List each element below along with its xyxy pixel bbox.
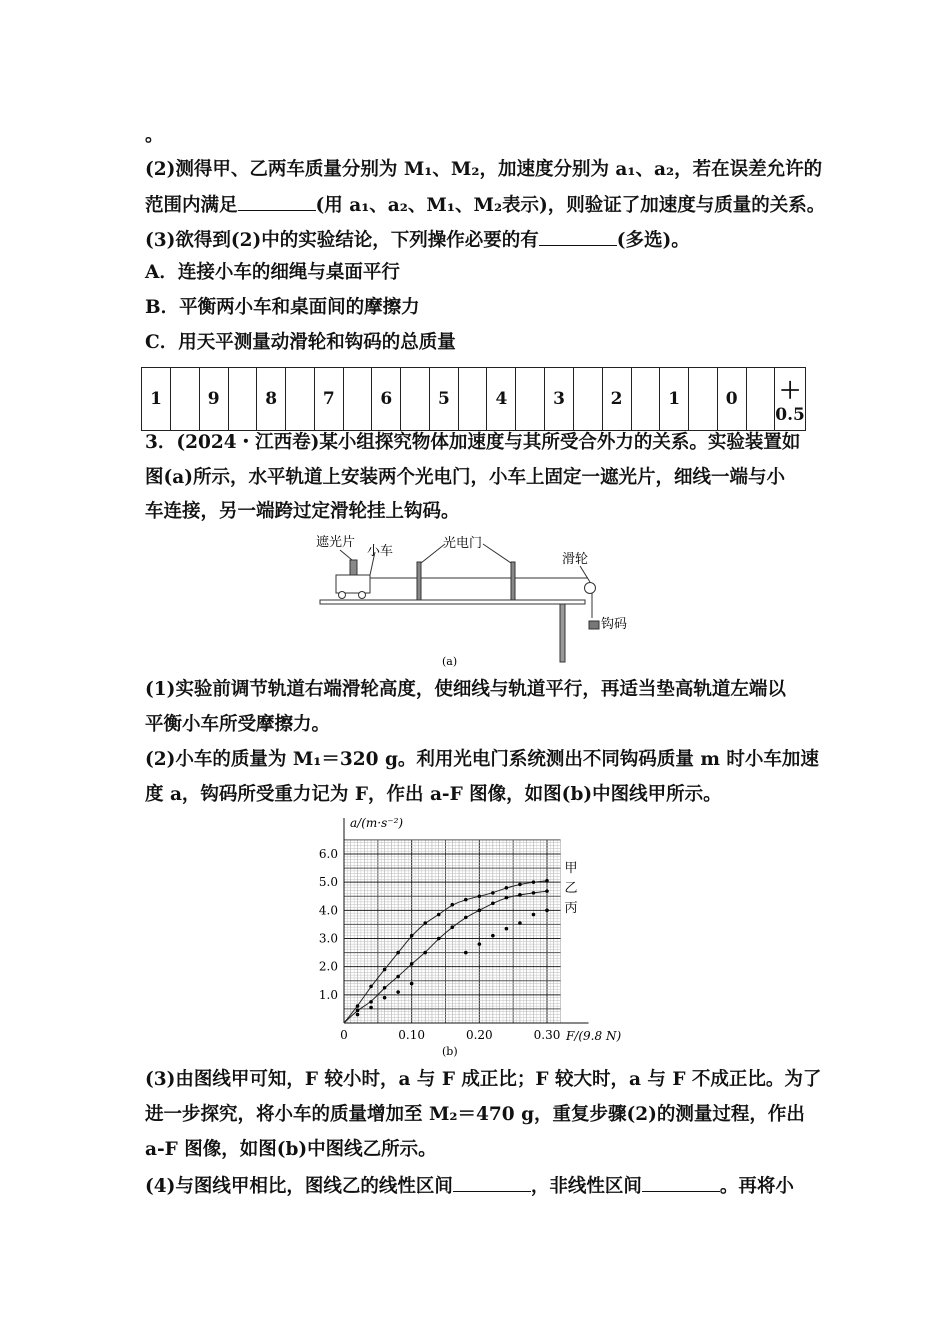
cell-text: 0.5: [775, 404, 805, 425]
text: 范围内满足: [145, 195, 238, 216]
data-point: [383, 986, 387, 990]
text-line: (2)测得甲、乙两车质量分别为 M₁、M₂，加速度分别为 a₁、a₂，若在误差允许的: [145, 159, 823, 180]
table-cell: [689, 368, 717, 431]
figure-a-apparatus: [300, 530, 650, 670]
data-point: [532, 880, 536, 884]
data-point: [410, 934, 414, 938]
data-point: [369, 985, 373, 989]
table-cell: [775, 368, 806, 431]
figure-b-chart: [300, 810, 640, 1060]
text: ，非线性区间: [530, 1176, 642, 1197]
label-pulley: 滑轮: [562, 552, 589, 567]
data-point: [491, 891, 495, 895]
text-line: a-F 图像，如图(b)中图线乙所示。: [145, 1139, 437, 1160]
table-cell: 1: [142, 368, 171, 431]
text-line: 车连接，另一端跨过定滑轮挂上钩码。: [145, 501, 460, 522]
question-3-line: 3．(2024・江西卷)某小组探究物体加速度与其所受合外力的关系。实验装置如: [145, 432, 801, 453]
data-point: [464, 916, 468, 920]
data-point: [545, 889, 549, 893]
weight: [589, 621, 599, 629]
text: (4)与图线甲相比，图线乙的线性区间: [145, 1176, 453, 1197]
series-label: 甲: [564, 861, 578, 876]
table-cell: 8: [257, 368, 286, 431]
table-cell: [401, 368, 429, 431]
table-cell: [746, 368, 774, 431]
table-cell: 1: [660, 368, 689, 431]
data-point: [545, 879, 549, 883]
table-cell: 2: [602, 368, 631, 431]
cell-text: ＋: [779, 377, 802, 404]
data-point: [396, 951, 400, 955]
table-cell: [631, 368, 659, 431]
data-point: [464, 898, 468, 902]
data-point: [437, 913, 441, 917]
y-tick-label: 5.0: [318, 875, 338, 890]
table-cell: [516, 368, 544, 431]
data-point: [450, 903, 454, 907]
table-cell: [343, 368, 371, 431]
data-point: [518, 921, 522, 925]
text: 。再将小: [719, 1176, 794, 1197]
data-point: [396, 975, 400, 979]
shade-plate: [350, 560, 357, 575]
table-cell: 7: [314, 368, 343, 431]
option-b: B．平衡两小车和桌面间的摩擦力: [145, 297, 420, 318]
data-point: [356, 1009, 360, 1013]
data-point: [356, 1004, 360, 1008]
caption-b: (b): [442, 1045, 458, 1058]
text-line: (3)由图线甲可知，F 较小时，a 与 F 成正比；F 较大时，a 与 F 不成正比。为了: [145, 1069, 822, 1090]
text: (多选)。: [616, 230, 690, 251]
text-line: (2)小车的质量为 M₁＝320 g。利用光电门系统测出不同钩码质量 m 时小车加速: [145, 749, 819, 770]
y-tick-label: 1.0: [318, 987, 338, 1002]
option-a: A．连接小车的细绳与桌面平行: [145, 262, 400, 283]
x-tick-label: 0.20: [465, 1028, 493, 1042]
table-cell: 0: [717, 368, 746, 431]
answer-blank: [238, 192, 316, 211]
photogate-2: [511, 562, 515, 600]
text-line: [145, 1173, 810, 1199]
y-tick-label: 6.0: [318, 847, 338, 861]
data-point: [518, 883, 522, 887]
x-axis-label: F/(9.8 N): [566, 1029, 622, 1043]
answer-blank: [453, 1173, 531, 1192]
y-tick-label: 3.0: [318, 931, 338, 946]
text-line: 平衡小车所受摩擦力。: [145, 714, 331, 735]
track: [320, 600, 585, 604]
table-cell: 3: [544, 368, 573, 431]
data-point: [369, 1000, 373, 1004]
caption-a: (a): [442, 655, 458, 668]
data-point: [505, 927, 509, 931]
data-point: [423, 951, 427, 955]
data-point: [423, 921, 427, 925]
table-leg: [560, 604, 565, 662]
label-gate: 光电门: [443, 536, 483, 551]
data-point: [491, 901, 495, 905]
table-cell: [458, 368, 486, 431]
cart: [336, 575, 370, 593]
y-tick-label: 4.0: [318, 903, 338, 918]
data-point: [383, 996, 387, 1000]
data-point: [396, 990, 400, 994]
table-cell: [171, 368, 199, 431]
table-cell: 9: [199, 368, 228, 431]
pulley: [585, 583, 596, 594]
option-c: C．用天平测量动滑轮和钩码的总质量: [145, 332, 456, 353]
answer-table: [141, 367, 806, 431]
data-point: [545, 909, 549, 913]
text: (用 a₁、a₂、M₁、M₂表示)，则验证了加速度与质量的关系。: [315, 195, 826, 216]
data-point: [505, 896, 509, 900]
table-cell: 5: [429, 368, 458, 431]
data-point: [478, 909, 482, 913]
data-point: [478, 942, 482, 946]
text-line: 进一步探究，将小车的质量增加至 M₂＝470 g，重复步骤(2)的测量过程，作出: [145, 1104, 805, 1125]
table-cell: [574, 368, 602, 431]
text-line: (1)实验前调节轨道右端滑轮高度，使细线与轨道平行，再适当垫高轨道左端以: [145, 679, 786, 700]
answer-blank: [539, 227, 617, 246]
data-point: [532, 913, 536, 917]
label-cart: 小车: [367, 544, 394, 559]
data-point: [518, 893, 522, 897]
data-point: [464, 951, 468, 955]
data-point: [410, 962, 414, 966]
x-tick-label: 0: [340, 1028, 348, 1042]
y-axis-label: a/(m·s⁻²): [350, 816, 404, 830]
label-shade: 遮光片: [316, 535, 356, 550]
text-line: 度 a，钩码所受重力记为 F，作出 a-F 图像，如图(b)中图线甲所示。: [145, 784, 722, 805]
photogate-1: [417, 562, 421, 600]
data-point: [478, 894, 482, 898]
series-label: 丙: [564, 901, 578, 916]
answer-blank: [642, 1173, 720, 1192]
x-tick-label: 0.30: [533, 1028, 561, 1042]
data-point: [532, 891, 536, 895]
y-tick-label: 2.0: [318, 959, 338, 974]
series-label: 乙: [564, 881, 578, 896]
text-line: 图(a)所示，水平轨道上安装两个光电门，小车上固定一遮光片，细线一端与小: [145, 467, 785, 488]
data-point: [410, 982, 414, 986]
x-tick-label: 0.10: [398, 1028, 426, 1042]
data-point: [505, 886, 509, 890]
text: (3)欲得到(2)中的实验结论，下列操作必要的有: [145, 230, 539, 251]
data-point: [356, 1013, 360, 1017]
table-cell: [286, 368, 314, 431]
label-weight: 钩码: [601, 617, 628, 632]
data-point: [450, 925, 454, 929]
text-line: [145, 192, 826, 218]
data-point: [383, 968, 387, 972]
text-line: 。: [145, 125, 164, 146]
table-cell: 6: [372, 368, 401, 431]
data-point: [491, 934, 495, 938]
table-cell: 4: [487, 368, 516, 431]
data-point: [437, 937, 441, 941]
table-cell: [228, 368, 256, 431]
text-line: [145, 227, 810, 253]
data-point: [369, 1006, 373, 1010]
